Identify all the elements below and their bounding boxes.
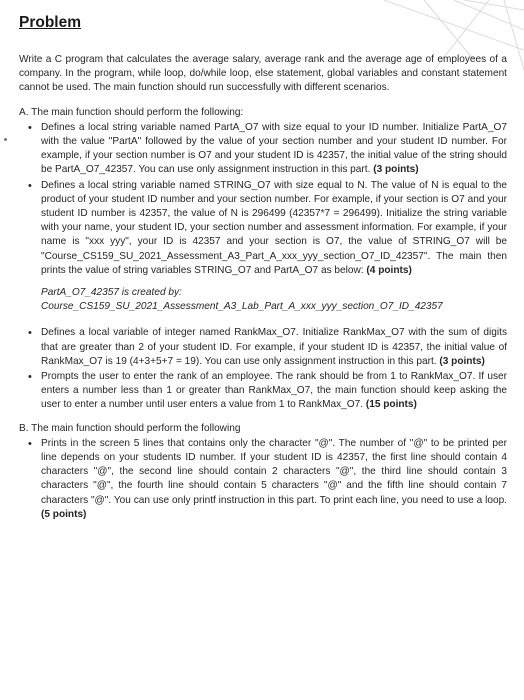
section-a-list-1 — [19, 121, 507, 278]
item-points: (3 points) — [439, 355, 485, 367]
section-a-heading: A. The main function should perform the following: — [19, 106, 244, 118]
example-line: Course_CS159_SU_2021_Assessment_A3_Lab_Part_A_xxx_yyy_section_O7_ID_42357 — [41, 301, 443, 313]
section-b-heading: B. The main function should perform the following — [19, 422, 241, 434]
item-points: (15 points) — [365, 399, 417, 411]
item-text: Defines a local string variable named PartA_O7 with size equal to your ID number. Initialize PartA_O7 with the value "PartA" followed by the value of your section number and your student ID number. For example, if your section number is O7 and your student ID is 42357, the initial value of the string should be PartA_O7_42357. You can use only assignment instruction in this part. — [41, 121, 507, 176]
intro-paragraph: Write a C program that calculates the average salary, average rank and the average age of employees of a company. In the program, while loop, do/while loop, else statement, global variables and constant statement cannot be used. The main function should run successfully with different scenarios. — [19, 54, 507, 94]
example-output — [19, 286, 507, 314]
item-text: Defines a local string variable named STRING_O7 with size equal to N. The value of N is equal to the product of your student ID number and your section number. For example, if your section is O7 and your student ID number is 42357, the value of N is 296499 (42357*7 = 296499). Initialize the string variable with your name, your student ID, your section number and assessment information. For example, if your name is "xxx yyy", your ID is 42357 and your section is O7, the value of STRING_O7 will be "Course_CS159_SU_2021_Assessment_A3_Part_A_xxx_yyy_section_O7_ID_42357". The main then prints the value of string variables STRING_O7 and PartA_O7 as below: — [41, 179, 507, 276]
item-text: Prints in the screen 5 lines that contains only the character "@". The number of "@" to be printed per line depends on your students ID number. If your student ID is 42357, the first line should contain 4 characters "@", the second line should contain 2 characters "@", the third line should contain 3 characters "@", the fourth line should contain 5 characters "@" and the fifth line should contain 7 characters "@". You can use only printf instruction in this part. To print each line, you need to use a loop. — [41, 437, 507, 506]
item-text: Prompts the user to enter the rank of an employee. The rank should be from 1 to RankMax_O7. If user enters a number less than 1 or greater than RankMax_O7, the main function should keep asking the user to enter a number until user enters a value from 1 to RankMax_O7. — [41, 371, 507, 411]
list-item — [41, 179, 507, 278]
list-item — [41, 121, 507, 178]
list-item — [41, 437, 507, 522]
page-title: Problem — [19, 14, 82, 31]
list-item — [41, 326, 507, 369]
item-points: (4 points) — [366, 264, 412, 276]
item-points: (3 points) — [373, 164, 419, 176]
item-text: Defines a local variable of integer named RankMax_O7. Initialize RankMax_O7 with the sum of digits that are greater than 2 of your student ID. For example, if your student ID is 42357, the initial value of RankMax_O7 is 19 (4+3+5+7 = 19). You can use only assignment instruction in this part. — [41, 327, 507, 367]
item-points: (5 points) — [41, 508, 87, 520]
problem-body — [19, 53, 507, 523]
margin-dot — [4, 138, 7, 141]
example-line: PartA_O7_42357 is created by: — [41, 287, 182, 299]
section-b-list — [19, 437, 507, 522]
section-a-list-2 — [19, 326, 507, 412]
list-item — [41, 370, 507, 413]
